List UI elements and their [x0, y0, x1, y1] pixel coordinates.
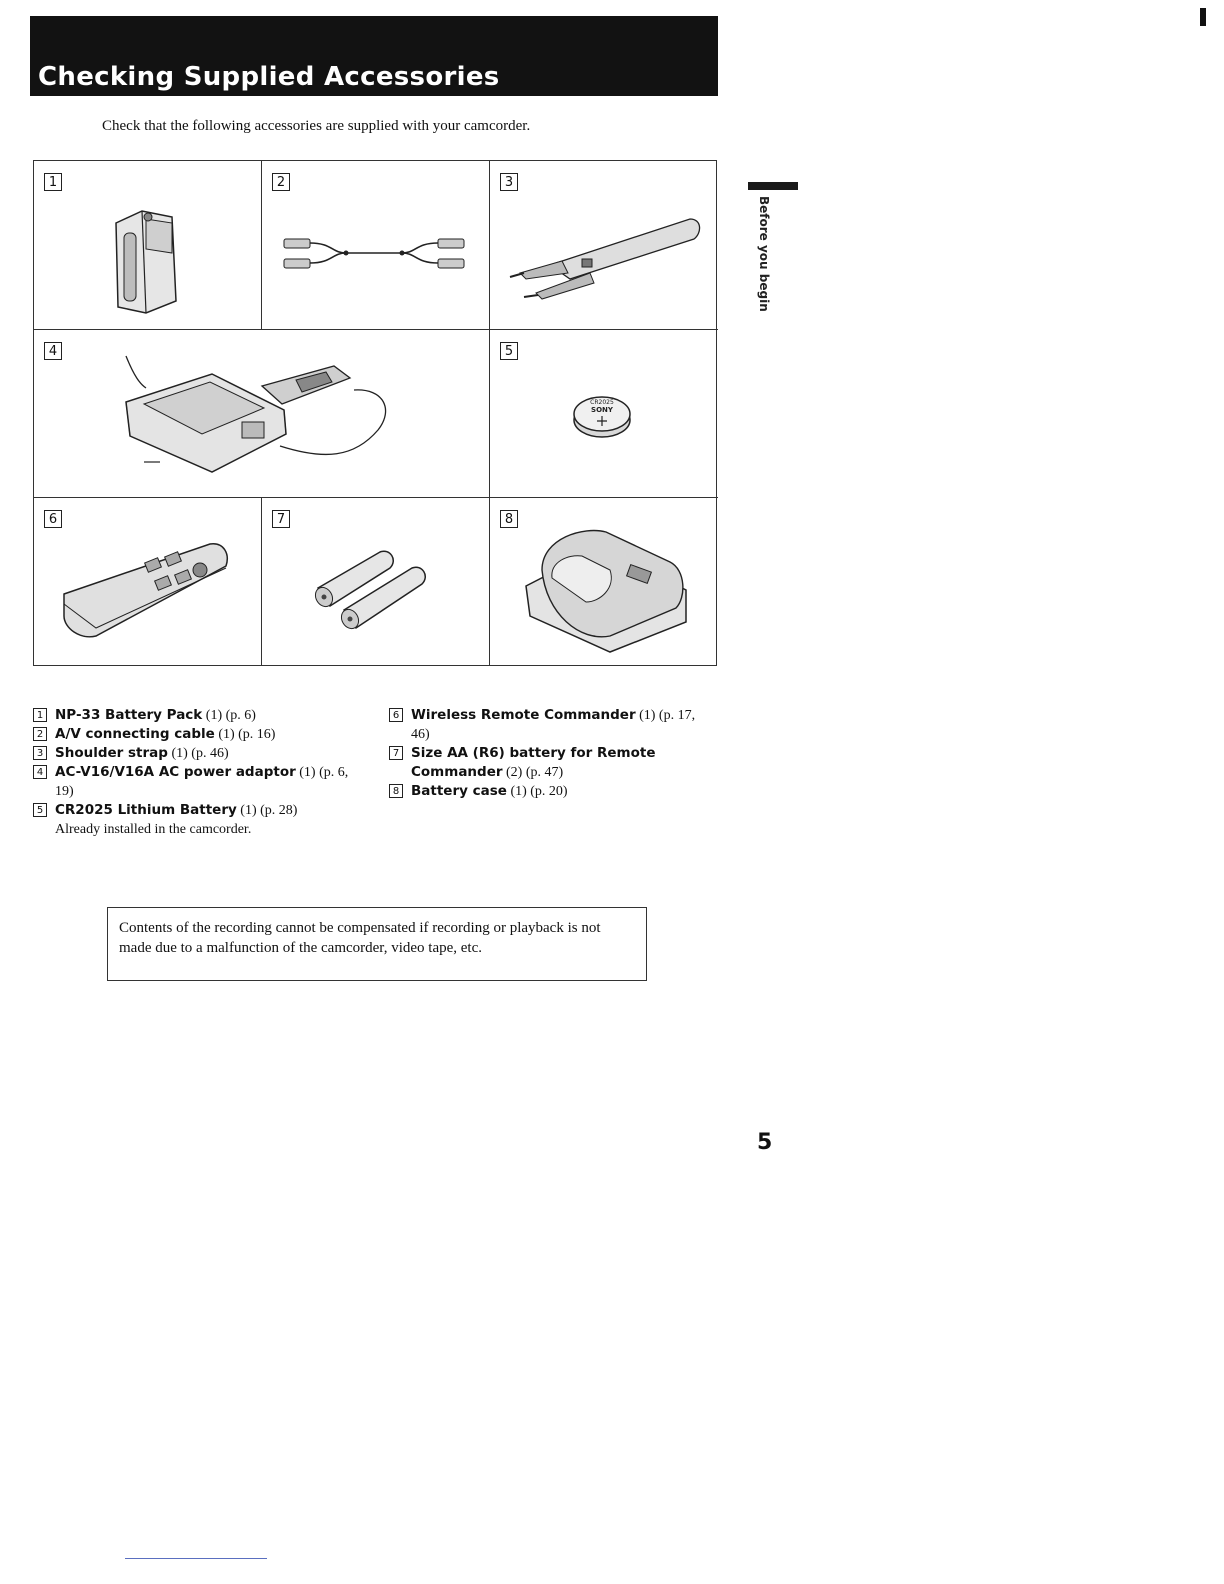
figure-number: 1	[44, 173, 62, 191]
item-number: 4	[33, 765, 47, 779]
aa-batteries-icon	[262, 498, 490, 666]
figure-number: 3	[500, 173, 518, 191]
section-tab-marker	[748, 182, 798, 190]
item-detail: (2) (p. 47)	[506, 765, 564, 780]
battery-case-icon	[490, 498, 718, 666]
shoulder-strap-icon	[490, 161, 718, 330]
item-number: 8	[389, 784, 403, 798]
item-name: A/V connecting cable	[55, 726, 215, 742]
item-detail: (1) (p. 6)	[205, 708, 256, 723]
item-detail: (1) (p. 17, 46)	[411, 708, 696, 742]
figure-cell-4	[34, 330, 490, 498]
item-name: Wireless Remote Commander	[411, 707, 636, 723]
coin-brand-label: SONY	[591, 406, 613, 414]
intro-text: Check that the following accessories are supplied with your camcorder.	[102, 118, 531, 134]
av-cable-icon	[262, 161, 490, 330]
item-name: Battery case	[411, 783, 507, 799]
figure-cell-3	[490, 161, 718, 330]
item-detail: (1) (p. 20)	[510, 784, 568, 799]
figure-cell-6	[34, 498, 262, 666]
figure-number: 8	[500, 510, 518, 528]
item-number: 6	[389, 708, 403, 722]
item-detail: (1) (p. 28)	[240, 803, 298, 818]
item-number: 5	[33, 803, 47, 817]
section-tab-label: Before you begin	[757, 196, 771, 312]
figure-number: 4	[44, 342, 62, 360]
figure-cell-2	[262, 161, 490, 330]
figure-number: 7	[272, 510, 290, 528]
figure-cell-7	[262, 498, 490, 666]
list-item	[389, 744, 709, 782]
item-number: 1	[33, 708, 47, 722]
accessories-figure-grid	[33, 160, 717, 666]
list-item	[389, 706, 709, 744]
item-name: Size AA (R6) battery for Remote Commander	[411, 745, 656, 780]
figure-number: 2	[272, 173, 290, 191]
coin-code-label: CR2025	[590, 399, 614, 406]
list-item	[33, 706, 363, 725]
figure-cell-5	[490, 330, 718, 498]
list-item	[33, 725, 363, 744]
page-number: 5	[757, 1130, 773, 1155]
item-detail: (1) (p. 46)	[171, 746, 229, 761]
footer-rule	[125, 1558, 267, 1559]
list-item	[33, 763, 363, 801]
item-detail: (1) (p. 16)	[218, 727, 276, 742]
item-detail: (1) (p. 6, 19)	[55, 765, 349, 799]
item-note: Already installed in the camcorder.	[55, 822, 252, 837]
page-edge-mark	[1200, 8, 1206, 26]
lithium-battery-icon	[490, 330, 718, 498]
remote-commander-icon	[34, 498, 262, 666]
accessory-list-left	[33, 706, 363, 839]
ac-adaptor-icon	[34, 330, 490, 498]
item-number: 7	[389, 746, 403, 760]
list-item	[33, 744, 363, 763]
item-number: 2	[33, 727, 47, 741]
figure-number: 6	[44, 510, 62, 528]
accessory-list-right	[389, 706, 709, 801]
disclaimer-notice: Contents of the recording cannot be compensated if recording or playback is not made due to a malfunction of the camcorder, video tape, etc.	[107, 907, 647, 981]
item-number: 3	[33, 746, 47, 760]
item-name: NP-33 Battery Pack	[55, 707, 203, 723]
item-name: CR2025 Lithium Battery	[55, 802, 237, 818]
battery-pack-icon	[34, 161, 262, 330]
figure-cell-1	[34, 161, 262, 330]
item-name: Shoulder strap	[55, 745, 168, 761]
figure-number: 5	[500, 342, 518, 360]
list-item	[389, 782, 709, 801]
page-title: Checking Supplied Accessories	[38, 62, 500, 92]
list-item	[33, 801, 363, 839]
item-name: AC-V16/V16A AC power adaptor	[55, 764, 296, 780]
title-bar	[30, 16, 718, 96]
figure-cell-8	[490, 498, 718, 666]
